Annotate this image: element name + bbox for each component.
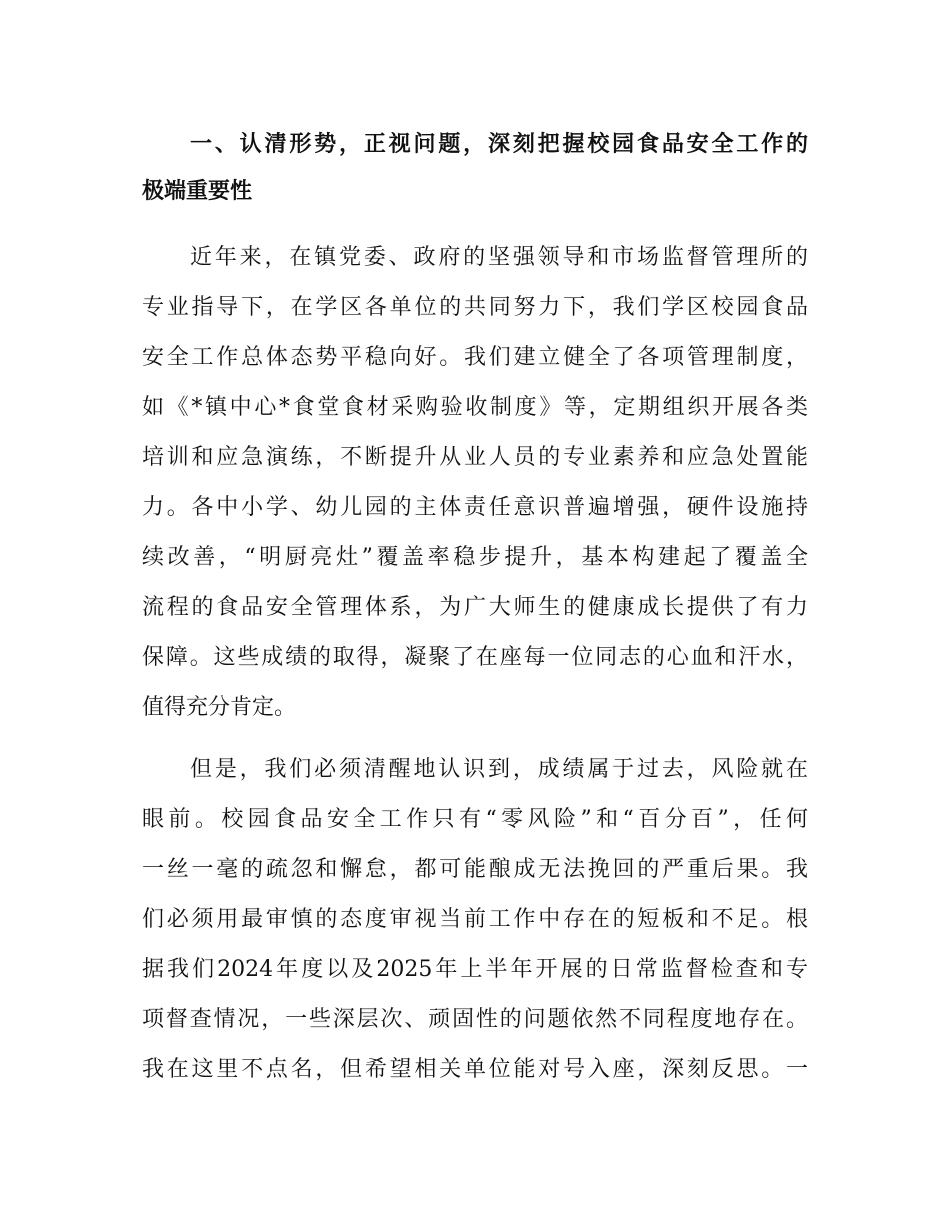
text-line: 我在这里不点名，但希望相关单位能对号入座，深刻反思。一 bbox=[142, 1057, 808, 1082]
text-line: 培训和应急演练，不断提升从业人员的专业素养和应急处置能 bbox=[142, 445, 808, 470]
text-line: 项督查情况，一些深层次、顽固性的问题依然不同程度地存在。 bbox=[142, 1007, 808, 1032]
text-line: 据我们2024年度以及2025年上半年开展的日常监督检查和专 bbox=[142, 957, 808, 982]
text-line: 如《*镇中心*食堂食材采购验收制度》等，定期组织开展各类 bbox=[142, 395, 808, 420]
text-line: 近年来，在镇党委、政府的坚强领导和市场监督管理所的 bbox=[190, 245, 808, 270]
text-line: 们必须用最审慎的态度审视当前工作中存在的短板和不足。根 bbox=[142, 907, 808, 932]
text-line: 安全工作总体态势平稳向好。我们建立健全了各项管理制度， bbox=[142, 345, 808, 370]
text-line: 续改善，“明厨亮灶”覆盖率稳步提升，基本构建起了覆盖全 bbox=[142, 545, 808, 570]
section-heading-line-1: 一、认清形势，正视问题，深刻把握校园食品安全工作的 bbox=[190, 132, 808, 157]
text-line: 保障。这些成绩的取得，凝聚了在座每一位同志的心血和汗水， bbox=[142, 645, 808, 670]
text-line: 一丝一毫的疏忽和懈怠，都可能酿成无法挽回的严重后果。我 bbox=[142, 857, 808, 882]
text-line: 专业指导下，在学区各单位的共同努力下，我们学区校园食品 bbox=[142, 295, 808, 320]
text-line: 但是，我们必须清醒地认识到，成绩属于过去，风险就在 bbox=[190, 757, 808, 782]
section-heading-line-2: 极端重要性 bbox=[142, 179, 253, 204]
text-line: 力。各中小学、幼儿园的主体责任意识普遍增强，硬件设施持 bbox=[142, 495, 808, 520]
text-line: 流程的食品安全管理体系，为广大师生的健康成长提供了有力 bbox=[142, 595, 808, 620]
text-line: 眼前。校园食品安全工作只有“零风险”和“百分百”，任何 bbox=[142, 807, 808, 832]
text-line: 值得充分肯定。 bbox=[142, 695, 297, 720]
